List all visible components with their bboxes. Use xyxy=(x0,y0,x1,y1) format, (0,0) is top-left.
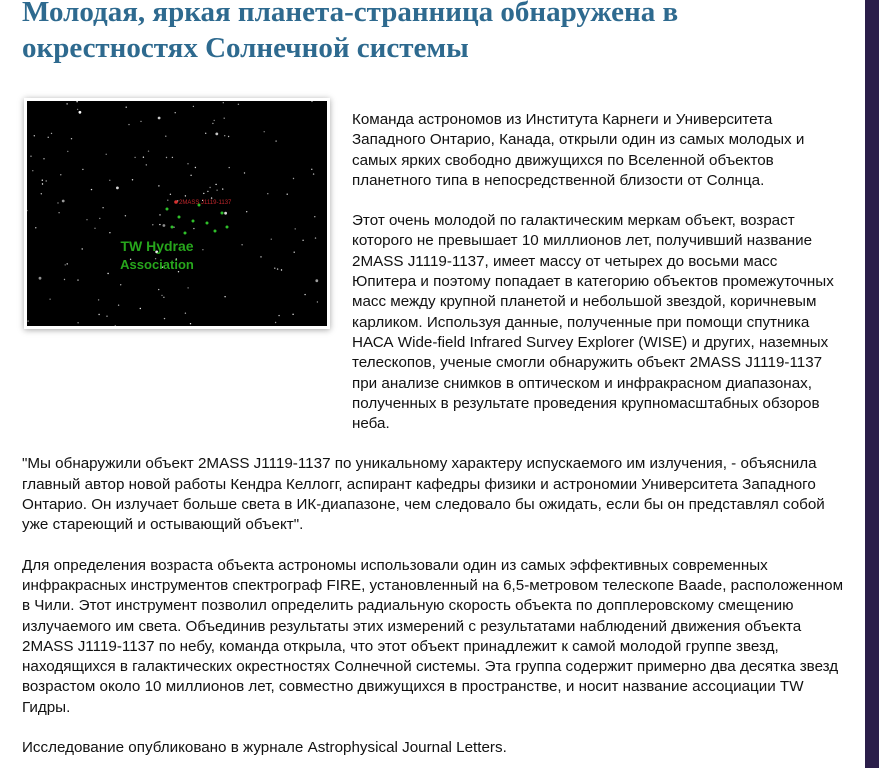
star xyxy=(143,157,144,158)
star xyxy=(71,138,72,139)
star xyxy=(30,156,31,157)
paragraph-1: Команда астрономов из Института Карнеги и Университета Западного Онтарио, Канада, открыли один из самых молодых и самых ярких свободно движущихся по Вселенной объектов планетного типа в непосредственной близости от Солнца. xyxy=(352,111,805,189)
star xyxy=(32,170,33,171)
star xyxy=(148,151,149,152)
star xyxy=(158,185,159,186)
star xyxy=(224,212,227,215)
star xyxy=(271,239,272,240)
star xyxy=(67,151,68,152)
association-star xyxy=(221,212,224,215)
star xyxy=(304,294,305,295)
star xyxy=(140,121,141,122)
star xyxy=(109,180,110,181)
star xyxy=(106,316,107,317)
star xyxy=(98,299,99,300)
star xyxy=(86,219,87,220)
paragraph-4: Для определения возраста объекта астрономы использовали один из самых эффективных современных инфракрасных инструментов спектрограф FIRE, установленный на 6,5-метровом телескопе Baade, расположенном в Чили. Этот инструмент позволил определить радиальную скорость объекта по допплеровскому смещению излучаемого им света. Объединив результаты этих измерений с результатами наблюдений движения объекта 2MASS J1119-1137 по небу, команда открыла, что этот объект принадлежит к самой молодой группе звезд, находящихся в галактических окрестностях Солнечной системы. Эта группа содержит примерно два десятка звезд возрастом около 10 миллионов лет, совместно движущихся в пространстве, и носит название ассоциации TW Гидры. xyxy=(22,556,844,716)
star xyxy=(34,135,35,136)
image-caption-line2: Association xyxy=(120,257,194,272)
association-star xyxy=(206,222,209,225)
star xyxy=(76,101,77,102)
star xyxy=(65,264,66,265)
star xyxy=(275,140,276,141)
star xyxy=(209,187,210,188)
star xyxy=(214,120,215,121)
paragraph-2: Этот очень молодой по галактическим меркам объект, возраст которого не превышает 10 миллионов лет, получивший название 2MASS J1119-1137, имеет массу от четырех до восьми масс Юпитера и поэтому попадает в категорию объектов промежуточных масс между крупной планетой и небольшой звездой, коричневым карликом. Используя данные, полученные при помощи спутника НАСА Wide-field Infrared Survey Explorer (WISE) и других, наземных телескопов, ученые смогли обнаружить объект 2MASS J1119-1137 при анализе снимков в оптическом и инфракрасном диапазонах, полученных в результате проведения крупномасштабных обзоров неба. xyxy=(352,212,834,433)
star xyxy=(99,218,100,219)
star xyxy=(224,118,225,119)
association-star xyxy=(226,226,229,229)
star xyxy=(228,136,229,137)
star xyxy=(159,224,160,225)
star xyxy=(292,314,293,315)
star xyxy=(287,194,288,195)
star xyxy=(140,308,141,309)
star xyxy=(51,133,52,134)
star xyxy=(211,197,212,198)
star xyxy=(125,215,126,216)
star xyxy=(48,137,49,138)
star xyxy=(172,157,173,158)
star xyxy=(42,180,43,181)
star xyxy=(315,237,316,238)
star xyxy=(281,269,282,270)
star xyxy=(187,163,188,164)
association-star xyxy=(178,216,181,219)
star xyxy=(126,107,127,108)
star xyxy=(94,228,95,229)
star xyxy=(82,169,83,170)
paragraph-5: Исследование опубликовано в журнале Astrophysical Journal Letters. xyxy=(22,739,507,757)
star xyxy=(42,183,43,184)
star xyxy=(274,268,275,269)
target-object-marker xyxy=(174,200,178,204)
association-star xyxy=(166,208,169,211)
star xyxy=(158,117,161,120)
star xyxy=(212,123,213,124)
star xyxy=(159,214,160,215)
star xyxy=(35,227,36,228)
star xyxy=(102,207,103,208)
star xyxy=(107,273,108,274)
star xyxy=(67,263,68,264)
star xyxy=(43,158,44,159)
star xyxy=(313,173,314,174)
star xyxy=(264,131,265,132)
star xyxy=(311,169,312,170)
star xyxy=(275,322,276,323)
association-star xyxy=(184,232,187,235)
paragraph-3: "Мы обнаружили объект 2MASS J1119-1137 по уникальному характеру испускаемого им излучения, - объяснила главный автор новой работы Кендра Келлогг, аспирант кафедры физики и астрономии Университета Западного Онтарио. Он излучает больше света в ИК-диапазоне, чем следовало бы ожидать, если бы он представлял собой уже стареющий и остывающий объект". xyxy=(22,455,825,534)
star xyxy=(246,211,247,212)
star xyxy=(79,111,82,114)
star xyxy=(190,323,191,324)
star xyxy=(39,277,42,280)
star xyxy=(158,289,159,290)
star xyxy=(195,167,196,168)
star xyxy=(314,216,315,217)
star xyxy=(27,320,28,321)
star xyxy=(278,315,279,316)
star xyxy=(161,295,162,296)
star xyxy=(267,193,268,194)
right-border-bar xyxy=(865,0,879,768)
star-field-image xyxy=(24,98,330,329)
article xyxy=(22,0,844,778)
star xyxy=(244,172,245,173)
star xyxy=(185,313,186,314)
star xyxy=(317,301,318,302)
star xyxy=(203,193,204,194)
star xyxy=(175,112,176,113)
star xyxy=(166,157,167,158)
star xyxy=(77,109,78,110)
image-caption-line1: TW Hydrae xyxy=(120,238,194,254)
star xyxy=(173,227,174,228)
star xyxy=(302,240,303,241)
star xyxy=(132,179,133,180)
star xyxy=(167,200,168,201)
star xyxy=(106,154,107,155)
star xyxy=(64,279,65,280)
star xyxy=(128,124,129,125)
star xyxy=(241,244,242,245)
star xyxy=(163,224,166,227)
star xyxy=(116,187,119,190)
star xyxy=(215,184,216,185)
star xyxy=(163,297,164,298)
star xyxy=(146,164,147,165)
star xyxy=(82,248,83,249)
star xyxy=(134,157,135,158)
star xyxy=(207,191,208,192)
star xyxy=(77,322,78,323)
star xyxy=(229,167,230,168)
object-label: 2MASS J1119-1137 xyxy=(179,200,232,206)
star xyxy=(215,133,218,136)
association-star xyxy=(171,226,174,229)
star xyxy=(60,174,61,175)
star xyxy=(164,318,165,319)
star xyxy=(120,284,121,285)
star xyxy=(170,194,171,195)
star xyxy=(98,314,99,315)
star xyxy=(46,180,47,181)
star xyxy=(91,189,92,190)
star xyxy=(224,135,225,136)
star xyxy=(205,133,206,134)
star xyxy=(109,232,110,233)
star xyxy=(77,279,78,280)
star xyxy=(187,287,188,288)
star xyxy=(315,279,318,282)
star xyxy=(222,188,223,189)
star xyxy=(202,249,203,250)
star xyxy=(49,299,50,300)
star xyxy=(57,202,58,203)
star xyxy=(293,178,294,179)
star xyxy=(165,136,166,137)
star xyxy=(277,268,278,269)
star xyxy=(66,103,67,104)
association-star xyxy=(214,230,217,233)
star xyxy=(190,175,191,176)
star xyxy=(224,296,225,297)
star xyxy=(260,256,261,257)
star xyxy=(62,200,65,203)
star xyxy=(216,190,217,191)
star xyxy=(223,102,224,103)
star xyxy=(193,228,194,229)
star xyxy=(58,212,59,213)
star xyxy=(41,193,42,194)
star xyxy=(193,106,194,107)
article-body-cont xyxy=(22,454,844,758)
star xyxy=(294,252,295,253)
star xyxy=(118,305,119,306)
star xyxy=(185,195,186,196)
association-star xyxy=(192,220,195,223)
star xyxy=(295,228,296,229)
star xyxy=(238,104,239,105)
article-title: Молодая, яркая планета-странница обнаружена в окрестностях Солнечной системы xyxy=(22,0,679,64)
star xyxy=(152,224,153,225)
